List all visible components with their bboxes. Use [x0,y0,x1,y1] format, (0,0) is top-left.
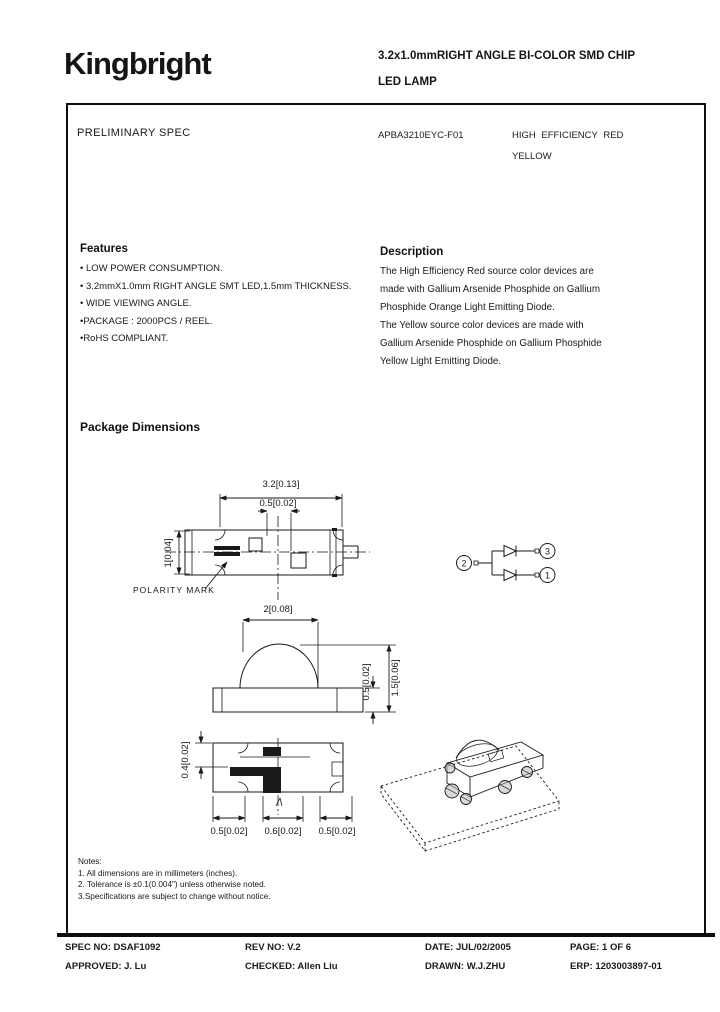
footer-approved: APPROVED: J. Lu [65,961,147,972]
dim-total-height: 1.5[0.06] [390,659,401,697]
part-number: APBA3210EYC-F01 [378,130,464,141]
dim-top-pad: 0.5[0.02] [259,498,297,509]
features-heading: Features [80,243,128,255]
description-line: made with Gallium Arsenide Phosphide on Gallium [380,284,600,295]
note-line: 1. All dimensions are in millimeters (inches). [78,868,238,878]
dim-pad-right: 0.5[0.02] [318,826,356,837]
footer-drawn: DRAWN: W.J.ZHU [425,961,506,972]
dim-base-height: 0.5[0.02] [361,663,372,701]
pin-2-label: 2 [461,558,467,569]
package-dimensions-heading: Package Dimensions [80,420,201,434]
dim-top-width: 3.2[0.13] [262,479,300,490]
note-line: 3.Specifications are subject to change without notice. [78,891,271,901]
dim-thickness: 0.4[0.02] [180,741,191,779]
footer-erp: ERP: 1203003897-01 [570,961,662,972]
description-heading: Description [380,246,444,258]
dim-dome-width: 2[0.08] [263,604,293,615]
feature-item: • WIDE VIEWING ANGLE. [80,298,192,309]
polarity-mark-label: POLARITY MARK [133,585,215,595]
dim-pad-mid: 0.6[0.02] [264,826,302,837]
feature-item: • 3.2mmX1.0mm RIGHT ANGLE SMT LED,1.5mm THICKNESS. [80,280,352,292]
isometric-view [381,740,559,851]
dim-top-height: 1[0.04] [163,538,174,568]
description-line: Gallium Arsenide Phosphide on Gallium Phosphide [380,338,602,349]
description-line: The Yellow source color devices are made with [380,320,584,331]
circuit-diagram [457,544,556,583]
footer-page: PAGE: 1 OF 6 [570,942,632,953]
bottom-view-drawing [180,731,355,837]
note-line: 2. Tolerance is ±0.1(0.004") unless otherwise noted. [78,880,266,889]
kingbright-logo: Kingbright [64,46,211,81]
footer-checked: CHECKED: Allen Liu [245,961,338,972]
dim-pad-left: 0.5[0.02] [210,826,248,837]
notes-title: Notes: [78,857,102,866]
footer-date: DATE: JUL/02/2005 [425,942,511,953]
description-line: Yellow Light Emitting Diode. [380,356,502,367]
feature-item: •RoHS COMPLIANT. [80,333,169,344]
notes-block [78,856,271,902]
footer-divider [57,933,715,937]
doc-title-line2: LED LAMP [378,76,437,88]
preliminary-spec-label: PRELIMINARY SPEC [77,127,191,139]
feature-item: •PACKAGE : 2000PCS / REEL. [80,315,213,327]
pin-1-label: 1 [544,570,551,581]
description-line: The High Efficiency Red source color devices are [380,266,594,277]
doc-title-line1: 3.2x1.0mmRIGHT ANGLE BI-COLOR SMD CHIP [378,50,636,62]
side-view-drawing [213,604,401,724]
source-color-line2: YELLOW [512,151,552,162]
footer-rev-no: REV NO: V.2 [245,942,301,953]
description-line: Phosphide Orange Light Emitting Diode. [380,302,555,313]
top-view-drawing [133,479,370,600]
source-color-line1: HIGH EFFICIENCY RED [512,130,624,141]
feature-item: • LOW POWER CONSUMPTION. [80,263,223,274]
footer-spec-no: SPEC NO: DSAF1092 [65,942,161,953]
pin-3-label: 3 [544,546,551,557]
